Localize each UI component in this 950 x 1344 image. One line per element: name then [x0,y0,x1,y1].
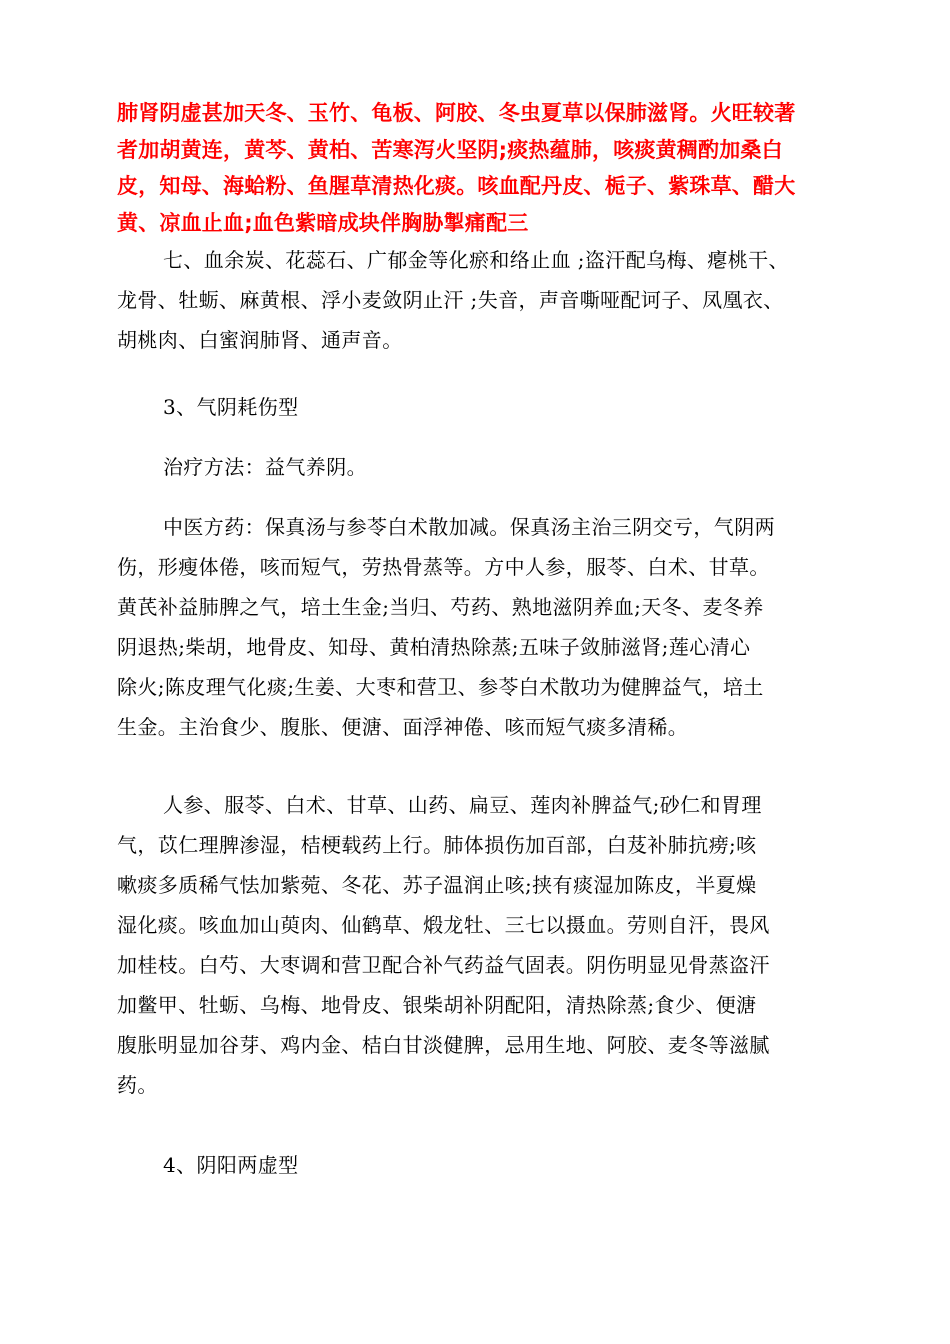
treatment-method-text: 治疗方法：益气养阴。 [163,455,367,479]
red-paragraph-line: 黄、凉血止血;血色紫暗成块伴胸胁掣痛配三 [117,210,529,235]
paragraph-line: 加桂枝。白芍、大枣调和营卫配合补气药益气固表。阴伤明显见骨蒸盗汗 [117,953,770,977]
treatment-method [117,447,842,487]
paragraph-line: 七、血余炭、花蕊石、广郁金等化瘀和络止血 ;盗汗配乌梅、瘪桃干、 [163,248,789,272]
paragraph-line: 中医方药：保真汤与参苓白术散加减。保真汤主治三阴交亏，气阴两 [163,515,775,539]
paragraph-line: 腹胀明显加谷芽、鸡内金、桔白甘淡健脾，忌用生地、阿胶、麦冬等滋腻 [117,1033,770,1057]
heading-text: 3、气阴耗伤型 [163,395,299,419]
paragraph-line: 气，苡仁理脾渗湿，桔梗载药上行。肺体损伤加百部，白芨补肺抗痨;咳 [117,833,757,857]
section-heading-3 [117,387,842,427]
paragraph-seven [117,240,842,360]
paragraph-line: 湿化痰。咳血加山萸肉、仙鹤草、煅龙牡、三七以摄血。劳则自汗，畏风 [117,913,770,937]
paragraph-line: 加鳖甲、牡蛎、乌梅、地骨皮、银柴胡补阴配阳，清热除蒸;食少、便溏 [117,993,757,1017]
paragraph-line: 黄芪补益肺脾之气，培土生金;当归、芍药、熟地滋阴养血;天冬、麦冬养 [117,595,764,619]
paragraph-line: 人参、服苓、白术、甘草、山药、扁豆、莲肉补脾益气;砂仁和胃理 [163,793,762,817]
paragraph-line: 嗽痰多质稀气怯加紫菀、冬花、苏子温润止咳;挟有痰湿加陈皮，半夏燥 [117,873,757,897]
paragraph-line: 龙骨、牡蛎、麻黄根、浮小麦敛阴止汗 ;失音，声音嘶哑配诃子、凤凰衣、 [117,288,784,312]
paragraph-line: 药。 [117,1073,158,1097]
red-paragraph-line: 者加胡黄连，黄芩、黄柏、苦寒泻火坚阴;痰热蕴肺，咳痰黄稠酌加桑白 [117,137,783,162]
paragraph-line: 伤，形瘦体倦，咳而短气，劳热骨蒸等。方中人参，服苓、白术、甘草。 [117,555,770,579]
section-heading-4 [117,1145,842,1185]
prescription-paragraph [117,507,842,747]
heading-text: 4、阴阳两虚型 [163,1153,299,1177]
red-paragraph-line: 皮，知母、海蛤粉、鱼腥草清热化痰。咳血配丹皮、栀子、紫珠草、醋大 [117,174,796,198]
paragraph-line: 胡桃肉、白蜜润肺肾、通声音。 [117,328,403,352]
paragraph-line: 生金。主治食少、腹胀、便溏、面浮神倦、咳而短气痰多清稀。 [117,715,689,739]
herbs-paragraph [117,785,842,1105]
paragraph-line: 除火;陈皮理气化痰;生姜、大枣和营卫、参苓白术散功为健脾益气，培土 [117,675,764,699]
highlighted-red-paragraph [117,95,837,241]
red-paragraph-line: 肺肾阴虚甚加天冬、玉竹、龟板、阿胶、冬虫夏草以保肺滋肾。火旺较著 [117,101,796,125]
paragraph-line: 阴退热;柴胡，地骨皮、知母、黄柏清热除蒸;五味子敛肺滋肾;莲心清心 [117,635,751,659]
